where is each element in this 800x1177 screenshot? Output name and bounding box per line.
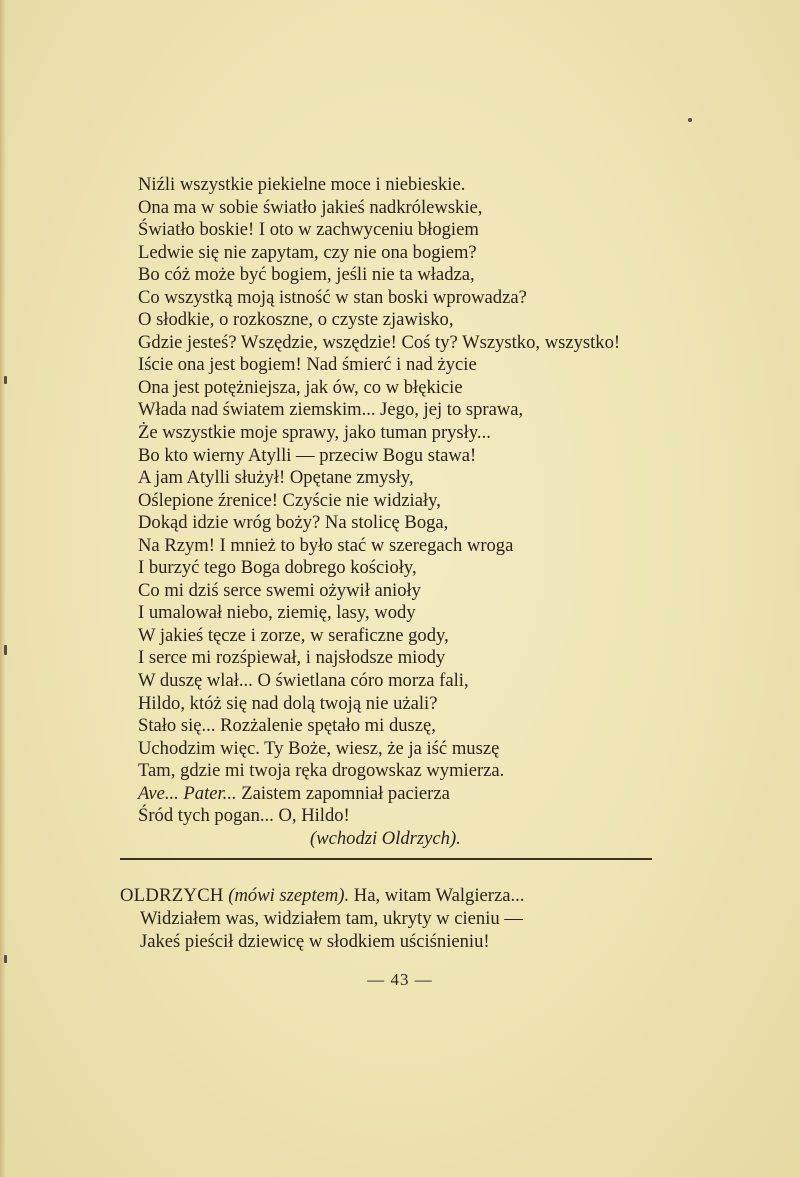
verse-line: A jam Atylli służył! Opętane zmysły,	[138, 467, 414, 489]
verse-line: Ledwie się nie zapytam, czy nie ona bogiem?	[138, 241, 477, 263]
page-edge-shadow	[0, 0, 6, 1177]
paper-speck	[4, 955, 7, 963]
verse-block	[138, 174, 698, 850]
paper-speck	[4, 645, 7, 655]
verse-line: Ona ma w sobie światło jakieś nadkrólewskie,	[138, 196, 483, 218]
verse-line: W jakieś tęcze i zorze, w seraficzne gody,	[138, 624, 449, 646]
paper-speck	[4, 376, 7, 384]
speaker-direction: (mówi szeptem).	[228, 885, 350, 906]
paper-speck	[688, 118, 692, 122]
verse-line: Hildo, któż się nad dolą twoją nie użali?	[138, 692, 438, 714]
verse-line: Tam, gdzie mi twoja ręka drogowskaz wymierza.	[138, 760, 505, 782]
dialog-line: Widziałem was, widziałem tam, ukryty w cieniu —	[140, 908, 523, 929]
dialog-block	[120, 884, 640, 953]
ave-rest-text: Zaistem zapomniał pacierza	[236, 782, 450, 804]
verse-line: Bo cóż może być bogiem, jeśli nie ta władza,	[138, 264, 475, 286]
verse-line: W duszę wlał... O świetlana córo morza fali,	[138, 670, 469, 692]
speaker-name: OLDRZYCH	[120, 885, 224, 906]
verse-line: Gdzie jesteś? Wszędzie, wszędzie! Coś ty? Wszystko, wszystko!	[138, 331, 621, 353]
dialog-first-text: Ha, witam Walgierza...	[349, 885, 525, 906]
verse-line-last: Śród tych pogan... O, Hildo!	[138, 805, 350, 827]
verse-line: Uchodzim więc. Ty Boże, wiesz, że ja iść muszę	[138, 737, 500, 759]
page-number: — 43 —	[367, 970, 433, 989]
verse-line: Bo kto wierny Atylli — przeciw Bogu stawa!	[138, 444, 477, 466]
verse-line: Dokąd idzie wróg boży? Na stolicę Boga,	[138, 512, 449, 534]
verse-line: Iście ona jest bogiem! Nad śmierć i nad życie	[138, 354, 477, 376]
verse-line: Włada nad światem ziemskim... Jego, jej to sprawa,	[138, 399, 524, 421]
verse-line: Że wszystkie moje sprawy, jako tuman prysły...	[138, 422, 491, 444]
verse-line: Ona jest potężniejsza, jak ów, co w błękicie	[138, 376, 463, 398]
verse-line: Co mi dziś serce swemi ożywił anioły	[138, 579, 421, 601]
verse-line: Co wszystką moją istność w stan boski wprowadza?	[138, 286, 527, 308]
ave-pater-text: Ave... Pater...	[138, 782, 237, 804]
verse-line: I serce mi rozśpiewał, i najsłodsze miody	[138, 647, 446, 669]
verse-line: O słodkie, o rozkoszne, o czyste zjawisko,	[138, 309, 454, 331]
dialog-line: Jakeś pieścił dziewicę w słodkiem uściśnieniu!	[140, 931, 490, 952]
section-divider	[120, 858, 652, 860]
verse-line-ave	[138, 783, 698, 806]
dialog-first-line	[120, 884, 640, 907]
verse-line: Na Rzym! I mnież to było stać w szeregach wroga	[138, 534, 514, 556]
verse-line: I umalował niebo, ziemię, lasy, wody	[138, 602, 416, 624]
stage-direction: (wchodzi Oldrzych).	[310, 827, 461, 849]
verse-line: Niźli wszystkie piekielne moce i niebieskie.	[138, 174, 466, 195]
verse-line: Oślepione źrenice! Czyście nie widziały,	[138, 489, 441, 511]
verse-line: Stało się... Rozżalenie spętało mi duszę,	[138, 715, 436, 737]
verse-line: I burzyć tego Boga dobrego kościoły,	[138, 557, 417, 579]
verse-line: Światło boskie! I oto w zachwyceniu błogiem	[138, 219, 479, 241]
